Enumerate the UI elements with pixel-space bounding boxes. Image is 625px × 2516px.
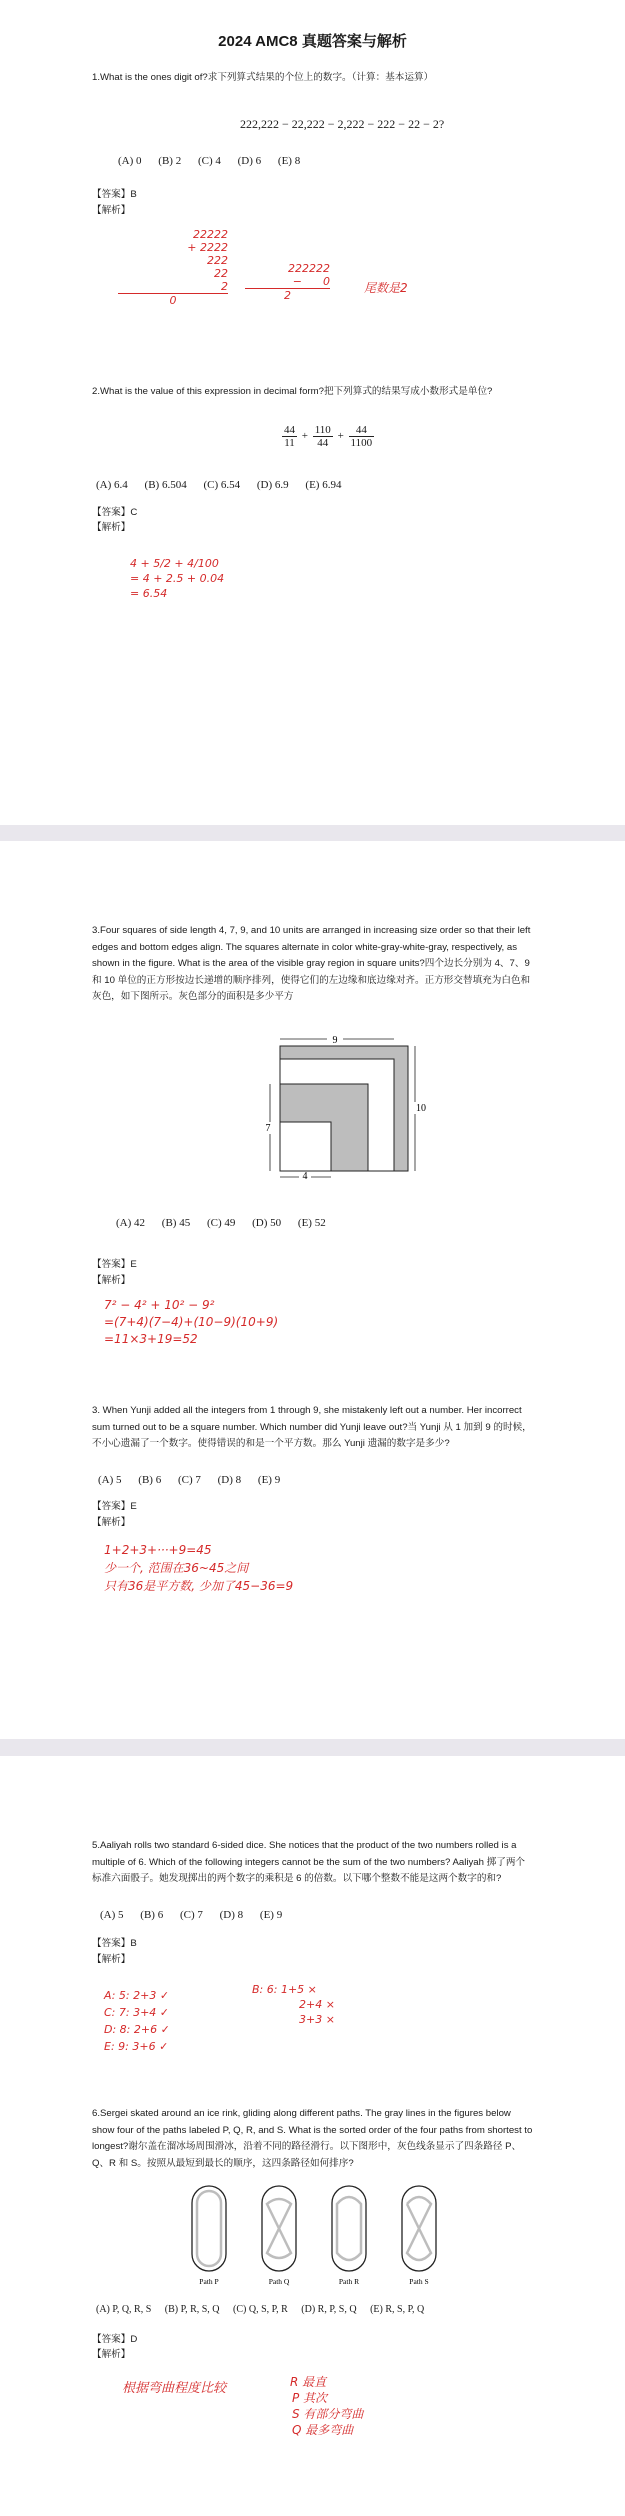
question-6-handwriting-order: R 最直 P 其次 S 有部分弯曲 Q 最多弯曲 <box>290 2375 364 2437</box>
question-3-choices <box>116 1217 340 1229</box>
document-page-1 <box>0 0 625 825</box>
question-1-analysis-label: 【解析】 <box>92 205 131 216</box>
choice-c: (C) 4 <box>197 155 221 167</box>
document-page-3 <box>0 1756 625 2516</box>
choice-e: (E) 52 <box>297 1217 326 1229</box>
choice-e: (E) 9 <box>259 1909 283 1921</box>
question-2-choices <box>96 479 355 491</box>
choice-a: (A) 5 <box>100 1909 124 1921</box>
question-2-handwriting: 4 + 5/2 + 4/100 = 4 + 2.5 + 0.04 = 6.54 <box>130 557 225 600</box>
path-r <box>332 2186 366 2286</box>
question-6-paths-figure <box>180 2184 455 2289</box>
question-4-analysis-label: 【解析】 <box>92 1517 131 1528</box>
choice-d: (D) 8 <box>217 1474 242 1486</box>
choice-a: (A) 0 <box>118 155 142 167</box>
path-p <box>192 2186 226 2286</box>
question-6-analysis-label: 【解析】 <box>92 2349 131 2360</box>
choice-c: (C) 49 <box>206 1217 236 1229</box>
question-1-answer: 【答案】B <box>92 189 137 200</box>
document-title: 2024 AMC8 真题答案与解析 <box>218 33 407 50</box>
question-5-handwriting-left: A: 5: 2+3 ✓ C: 7: 3+4 ✓ D: 8: 2+6 ✓ E: 9: 3+6 ✓ <box>104 1989 170 2053</box>
question-1-handwriting-subtract: 222222 − 0 2 <box>245 262 330 302</box>
question-3-handwriting: 7² − 4² + 10² − 9² =(7+4)(7−4)+(10−9)(10+9) =11×3+19=52 <box>104 1298 279 1346</box>
question-4-choices <box>98 1474 294 1486</box>
label-bottom: 4 <box>302 1171 308 1179</box>
question-5-handwriting-right: B: 6: 1+5 × 2+4 × 3+3 × <box>252 1983 335 2026</box>
question-5-answer: 【答案】B <box>92 1938 137 1949</box>
question-6-choices <box>96 2304 435 2315</box>
question-6-answer: 【答案】D <box>92 2334 138 2345</box>
label-right: 10 <box>416 1103 426 1114</box>
question-3-squares-figure <box>255 1034 440 1179</box>
choice-e: (E) 6.94 <box>305 479 342 491</box>
question-5-choices <box>100 1909 296 1921</box>
choice-d: (D) 6.9 <box>256 479 289 491</box>
choice-d: (D) 6 <box>237 155 262 167</box>
document-page-2 <box>0 841 625 1739</box>
question-1-handwriting-column: 22222 + 2222 222 22 2 0 <box>118 228 228 307</box>
question-2-answer: 【答案】C <box>92 507 138 518</box>
choice-a: (A) 42 <box>116 1217 146 1229</box>
path-p-label: Path P <box>199 2277 219 2286</box>
choice-c: (C) 7 <box>177 1474 201 1486</box>
question-1-text: 1.What is the ones digit of?求下列算式结果的个位上的数字。（计算：基本运算） <box>92 72 434 83</box>
question-6-text: 6.Sergei skated around an ice rink, gliding along different paths. The gray lines in the figures below show four of the paths labeled P, Q, R, and S. What is the sorted order of the four paths from shortest to longest?谢尔盖在溜冰场周围滑冰，沿着不同的路径滑行。以下图形中，灰色线条显示了四条路径 P、Q、R 和 S。按照从最短到最长的顺序，这四条路径如何排序? <box>92 2108 533 2169</box>
choice-b: (B) 45 <box>161 1217 191 1229</box>
question-3-answer: 【答案】E <box>92 1259 137 1270</box>
path-q <box>262 2186 296 2286</box>
path-q-label: Path Q <box>268 2277 290 2286</box>
question-5-text: 5.Aaliyah rolls two standard 6-sided dice. She notices that the product of the two numbers rolled is a multiple of 6. Which of the following integers cannot be the sum of the two numbers? Aaliyah 掷了两个标准六面骰子。她发现掷出的两个数字的乘积是 6 的倍数。以下哪个整数不能是这两个数字的和? <box>92 1840 526 1884</box>
question-4-handwriting: 1+2+3+···+9=45 少一个, 范围在36~45之间 只有36是平方数, 少加了45−36=9 <box>104 1543 294 1593</box>
question-2-expression: $\frac{44}{11}$ + $\frac{110}{44}$ + $\frac{44}{1100}$ <box>284 424 373 449</box>
choice-d: (D) 8 <box>219 1909 244 1921</box>
choice-d: (D) R, P, S, Q <box>301 2304 357 2315</box>
path-s <box>402 2186 436 2286</box>
question-3-analysis-label: 【解析】 <box>92 1275 131 1286</box>
square-4 <box>280 1122 331 1171</box>
question-4-answer: 【答案】E <box>92 1501 137 1512</box>
question-4-text: 3. When Yunji added all the integers from 1 through 9, she mistakenly left out a number. Her incorrect sum turned out to be a square number. Which number did Yunji leave out?当 Yunji 从 1 加到 9 的时候，不小心遗漏了一个数字。使得错误的和是一个平方数。那么 Yunji 遗漏的数字是多少? <box>92 1405 532 1449</box>
choice-b: (B) 6 <box>140 1909 164 1921</box>
choice-a: (A) 5 <box>98 1474 122 1486</box>
question-1-choices <box>118 155 314 167</box>
question-2-text: 2.What is the value of this expression in decimal form?把下列算式的结果写成小数形式是单位? <box>92 386 493 397</box>
choice-b: (B) 6.504 <box>144 479 187 491</box>
choice-c: (C) 6.54 <box>203 479 241 491</box>
choice-e: (E) R, S, P, Q <box>370 2304 425 2315</box>
choice-a: (A) 6.4 <box>96 479 128 491</box>
choice-b: (B) P, R, S, Q <box>164 2304 220 2315</box>
choice-d: (D) 50 <box>252 1217 282 1229</box>
question-5-analysis-label: 【解析】 <box>92 1954 131 1965</box>
question-1-handwriting-note: 尾数是2 <box>364 281 408 295</box>
label-top: 9 <box>332 1035 338 1046</box>
question-6-handwriting-main: 根据弯曲程度比较 <box>122 2381 227 2396</box>
question-2-analysis-label: 【解析】 <box>92 522 131 533</box>
choice-b: (B) 2 <box>158 155 182 167</box>
choice-b: (B) 6 <box>138 1474 162 1486</box>
choice-e: (E) 9 <box>257 1474 281 1486</box>
path-r-label: Path R <box>338 2277 360 2286</box>
choice-c: (C) Q, S, P, R <box>233 2304 288 2315</box>
choice-e: (E) 8 <box>277 155 301 167</box>
path-s-label: Path S <box>409 2277 429 2286</box>
choice-c: (C) 7 <box>179 1909 203 1921</box>
question-1-expression: 222,222 − 22,222 − 2,222 − 222 − 22 − 2? <box>240 117 445 131</box>
question-3-text: 3.Four squares of side length 4, 7, 9, and 10 units are arranged in increasing size order so that their left edges and bottom edges align. The squares alternate in color white-gray-white-gray, respectively, as shown in the figure. What is the area of the visible gray region in square units?四个边长分别为 4、7、9 和 10 单位的正方形按边长递增的顺序排列，使得它们的左边缘和底边缘对齐。正方形交替填充为白色和灰色，如下图所示。灰色部分的面积是多少平方 <box>92 925 531 1002</box>
choice-a: (A) P, Q, R, S <box>96 2304 152 2315</box>
label-left: 7 <box>265 1123 271 1134</box>
